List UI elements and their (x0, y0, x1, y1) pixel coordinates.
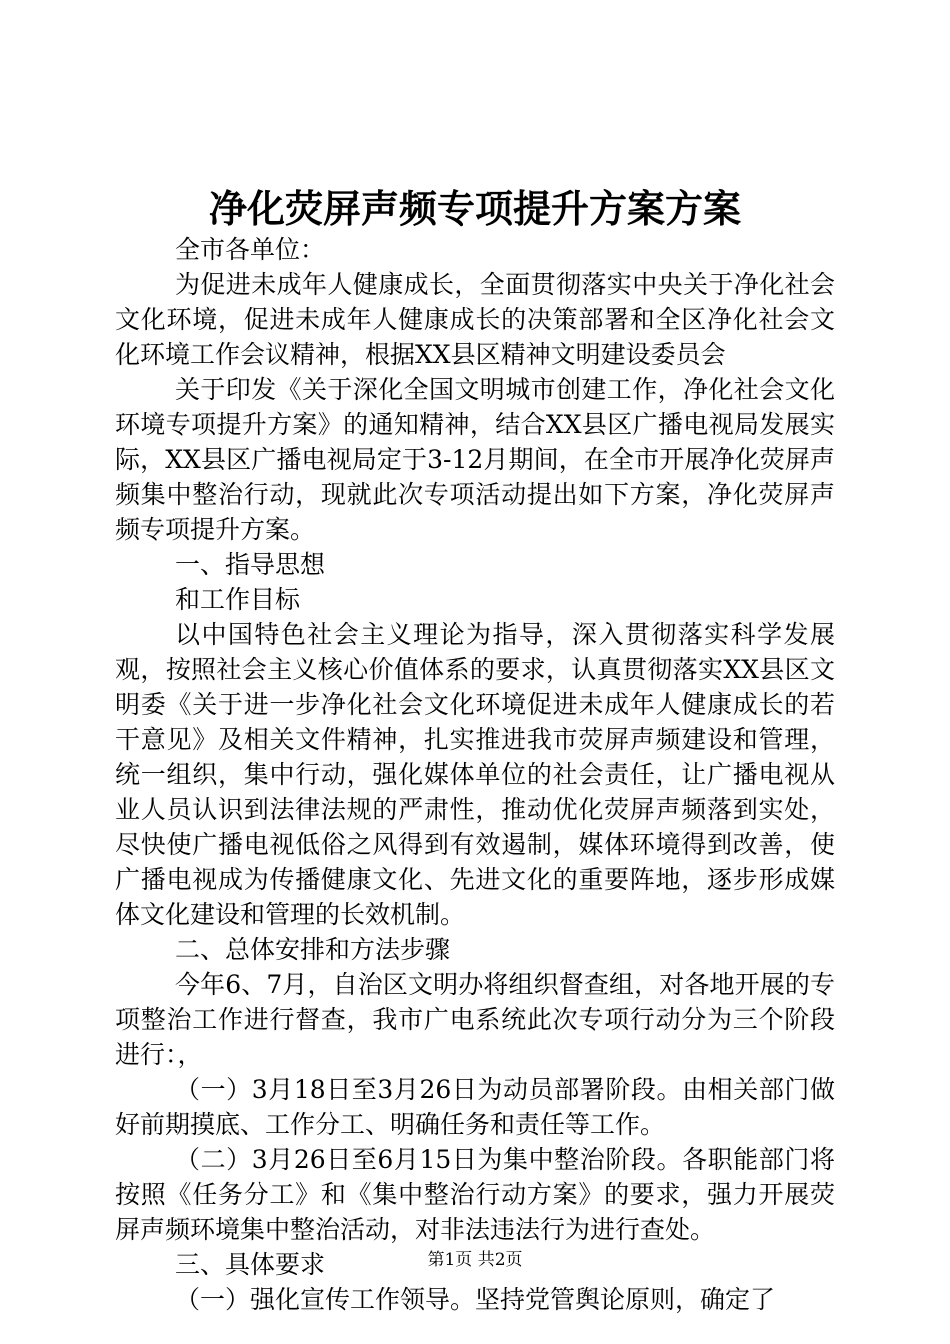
salutation-paragraph: 全市各单位： (175, 235, 326, 264)
page-footer: 第1页 共2页 (427, 1250, 523, 1270)
section-heading: 二、总体安排和方法步骤 (175, 935, 451, 964)
document-body (115, 232, 835, 1317)
section-heading-continuation: 和工作目标 (175, 585, 301, 614)
body-paragraph: （一）强化宣传工作领导。坚持党管舆论原则，确定了 (175, 1285, 776, 1314)
body-paragraph: （二）3月26日至6月15日为集中整治阶段。各职能部门将按照《任务分工》和《集中整治行动方案》的要求，强力开展荧屏声频环境集中整治活动，对非法违法行为进行查处。 (115, 1145, 835, 1244)
body-paragraph: 关于印发《关于深化全国文明城市创建工作，净化社会文化环境专项提升方案》的通知精神，结合XX县区广播电视局发展实际，XX县区广播电视局定于3-12月期间，在全市开展净化荧屏声频集中整治行动，现就此次专项活动提出如下方案，净化荧屏声频专项提升方案。 (115, 375, 835, 544)
body-paragraph: 今年6、7月，自治区文明办将组织督查组，对各地开展的专项整治工作进行督查，我市广电系统此次专项行动分为三个阶段进行：， (115, 970, 835, 1069)
section-heading: 三、具体要求 (175, 1250, 326, 1279)
document-title: 净化荧屏声频专项提升方案方案 (208, 186, 741, 231)
section-heading: 一、指导思想 (175, 550, 326, 579)
body-paragraph: 为促进未成年人健康成长，全面贯彻落实中央关于净化社会文化环境，促进未成年人健康成长的决策部署和全区净化社会文化环境工作会议精神，根据XX县区精神文明建设委员会 (115, 270, 835, 369)
body-paragraph: （一）3月18日至3月26日为动员部署阶段。由相关部门做好前期摸底、工作分工、明确任务和责任等工作。 (115, 1075, 835, 1139)
body-paragraph: 以中国特色社会主义理论为指导，深入贯彻落实科学发展观，按照社会主义核心价值体系的要求，认真贯彻落实XX县区文明委《关于进一步净化社会文化环境促进未成年人健康成长的若干意见》及相关文件精神，扎实推进我市荧屏声频建设和管理，统一组织，集中行动，强化媒体单位的社会责任，让广播电视从业人员认识到法律法规的严肃性，推动优化荧屏声频落到实处，尽快使广播电视低俗之风得到有效遏制，媒体环境得到改善，使广播电视成为传播健康文化、先进文化的重要阵地，逐步形成媒体文化建设和管理的长效机制。 (115, 620, 835, 929)
